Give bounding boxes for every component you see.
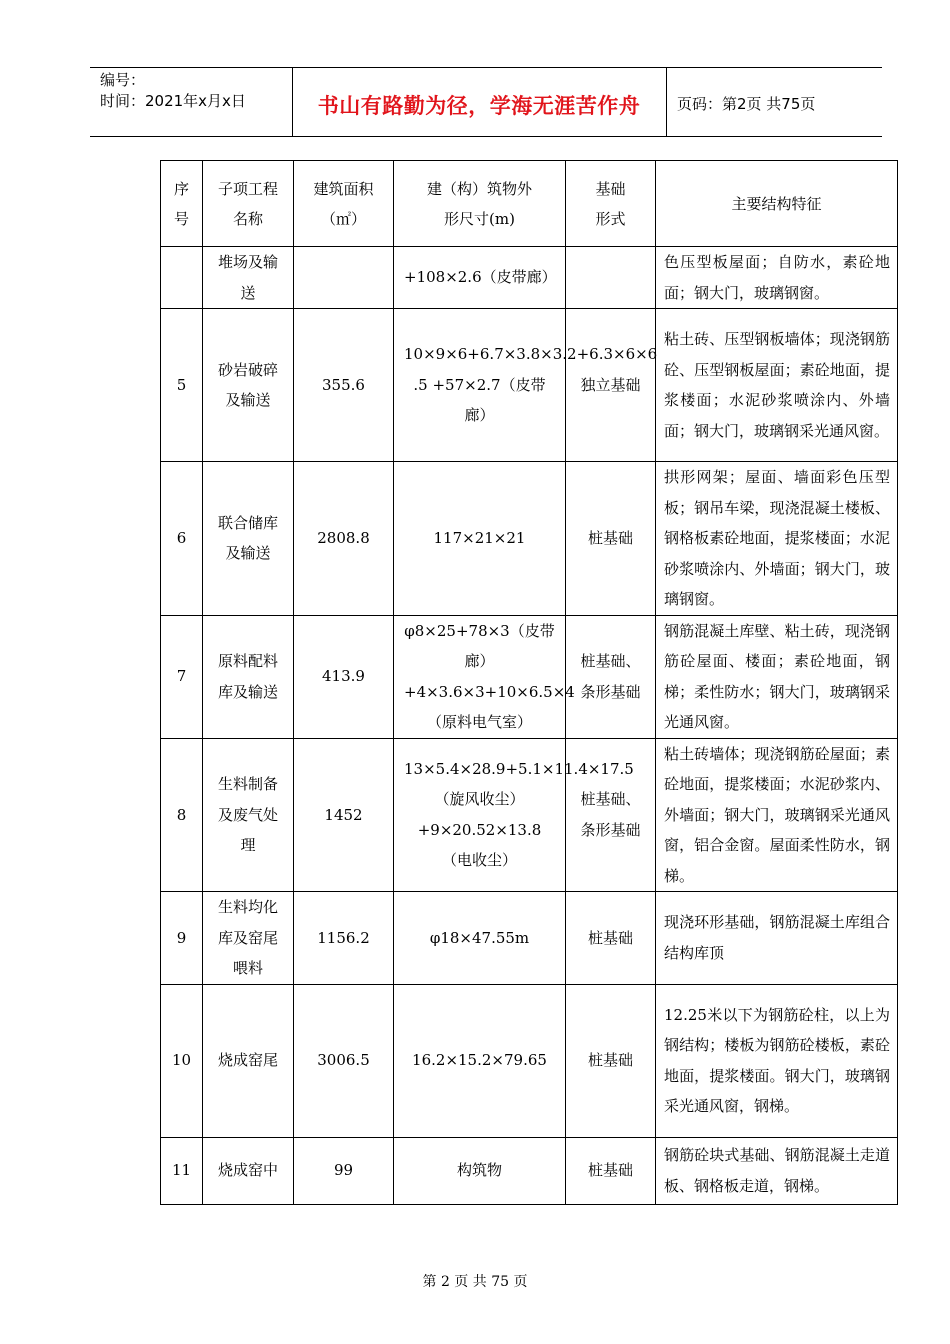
row-number-cell [161,247,203,309]
column-header: 序号 [161,161,203,247]
foundation-cell: 桩基础 [566,462,656,616]
column-header: 建筑面积（㎡） [294,161,394,247]
project-name-cell: 堆场及输送 [203,247,294,309]
row-number-cell: 6 [161,462,203,616]
column-header: 建（构）筑物外形尺寸(m) [394,161,566,247]
foundation-cell: 桩基础 [566,1137,656,1204]
structure-feature-cell: 钢筋砼块式基础、钢筋混凝土走道板、钢格板走道，钢梯。 [656,1137,898,1204]
header-motto: 书山有路勤为径，学海无涯苦作舟 [317,94,641,118]
dimension-cell: +108×2.6（皮带廊） [394,247,566,309]
structure-feature-cell: 粘土砖墙体；现浇钢筋砼屋面；素砼地面，提浆楼面；水泥砂浆内、外墙面；钢大门，玻璃钢采光通风窗，铝合金窗。屋面柔性防水，钢梯。 [656,738,898,892]
structure-table [160,160,898,1205]
dimension-cell: 构筑物 [394,1137,566,1204]
foundation-cell: 独立基础 [566,309,656,462]
area-cell: 1452 [294,738,394,892]
area-cell: 3006.5 [294,984,394,1137]
project-name-cell: 烧成窑中 [203,1137,294,1204]
row-number-cell: 8 [161,738,203,892]
project-name-cell: 生料均化库及窑尾喂料 [203,892,294,985]
foundation-cell: 桩基础、条形基础 [566,615,656,738]
dimension-cell: φ8×25+78×3（皮带廊）+4×3.6×3+10×6.5×4（原料电气室） [394,615,566,738]
column-header: 主要结构特征 [656,161,898,247]
row-number-cell: 9 [161,892,203,985]
page-number-label: 页码：第2页 共75页 [677,95,816,113]
area-cell [294,247,394,309]
structure-feature-cell: 12.25米以下为钢筋砼柱，以上为钢结构；楼板为钢筋砼楼板，素砼地面，提浆楼面。钢大门，玻璃钢采光通风窗，钢梯。 [656,984,898,1137]
project-name-cell: 烧成窑尾 [203,984,294,1137]
dimension-cell: φ18×47.55m [394,892,566,985]
row-number-cell: 7 [161,615,203,738]
header-meta [100,70,246,112]
page-footer: 第 2 页 共 75 页 [422,1274,528,1290]
time-label: 时间：2021年x月x日 [100,92,246,110]
area-cell: 413.9 [294,615,394,738]
area-cell: 355.6 [294,309,394,462]
foundation-cell: 桩基础 [566,984,656,1137]
structure-feature-cell: 钢筋混凝土库壁、粘土砖，现浇钢筋砼屋面、楼面；素砼地面，钢梯；柔性防水；钢大门，玻璃钢采光通风窗。 [656,615,898,738]
table-row [161,984,898,1137]
table-row [161,892,898,985]
row-number-cell: 10 [161,984,203,1137]
structure-feature-cell: 色压型板屋面；自防水，素砼地面；钢大门，玻璃钢窗。 [656,247,898,309]
dimension-cell: 16.2×15.2×79.65 [394,984,566,1137]
structure-feature-cell: 拱形网架；屋面、墙面彩色压型板；钢吊车梁，现浇混凝土楼板、钢格板素砼地面，提浆楼面；水泥砂浆喷涂内、外墙面；钢大门，玻璃钢窗。 [656,462,898,616]
dimension-cell: 10×9×6+6.7×3.8×3.2+6.3×6×6 .5 +57×2.7（皮带廊） [394,309,566,462]
project-name-cell: 生料制备及废气处理 [203,738,294,892]
table-row [161,738,898,892]
table-row [161,462,898,616]
table-row [161,1137,898,1204]
project-name-cell: 联合储库及输送 [203,462,294,616]
foundation-cell: 桩基础、条形基础 [566,738,656,892]
table-row [161,615,898,738]
area-cell: 1156.2 [294,892,394,985]
column-header: 子项工程名称 [203,161,294,247]
area-cell: 99 [294,1137,394,1204]
row-number-cell: 5 [161,309,203,462]
page-header [90,67,882,137]
column-header: 基础形式 [566,161,656,247]
foundation-cell [566,247,656,309]
foundation-cell: 桩基础 [566,892,656,985]
code-label: 编号： [100,71,146,89]
row-number-cell: 11 [161,1137,203,1204]
project-name-cell: 砂岩破碎及输送 [203,309,294,462]
project-name-cell: 原料配料库及输送 [203,615,294,738]
table-row [161,309,898,462]
dimension-cell: 117×21×21 [394,462,566,616]
area-cell: 2808.8 [294,462,394,616]
structure-feature-cell: 粘土砖、压型钢板墙体；现浇钢筋砼、压型钢板屋面；素砼地面，提浆楼面；水泥砂浆喷涂内、外墙面；钢大门，玻璃钢采光通风窗。 [656,309,898,462]
table-header-row [161,161,898,247]
structure-feature-cell: 现浇环形基础，钢筋混凝土库组合结构库顶 [656,892,898,985]
header-divider [666,68,667,136]
table-row [161,247,898,309]
dimension-cell: 13×5.4×28.9+5.1×11.4×17.5（旋风收尘）+9×20.52×13.8（电收尘） [394,738,566,892]
